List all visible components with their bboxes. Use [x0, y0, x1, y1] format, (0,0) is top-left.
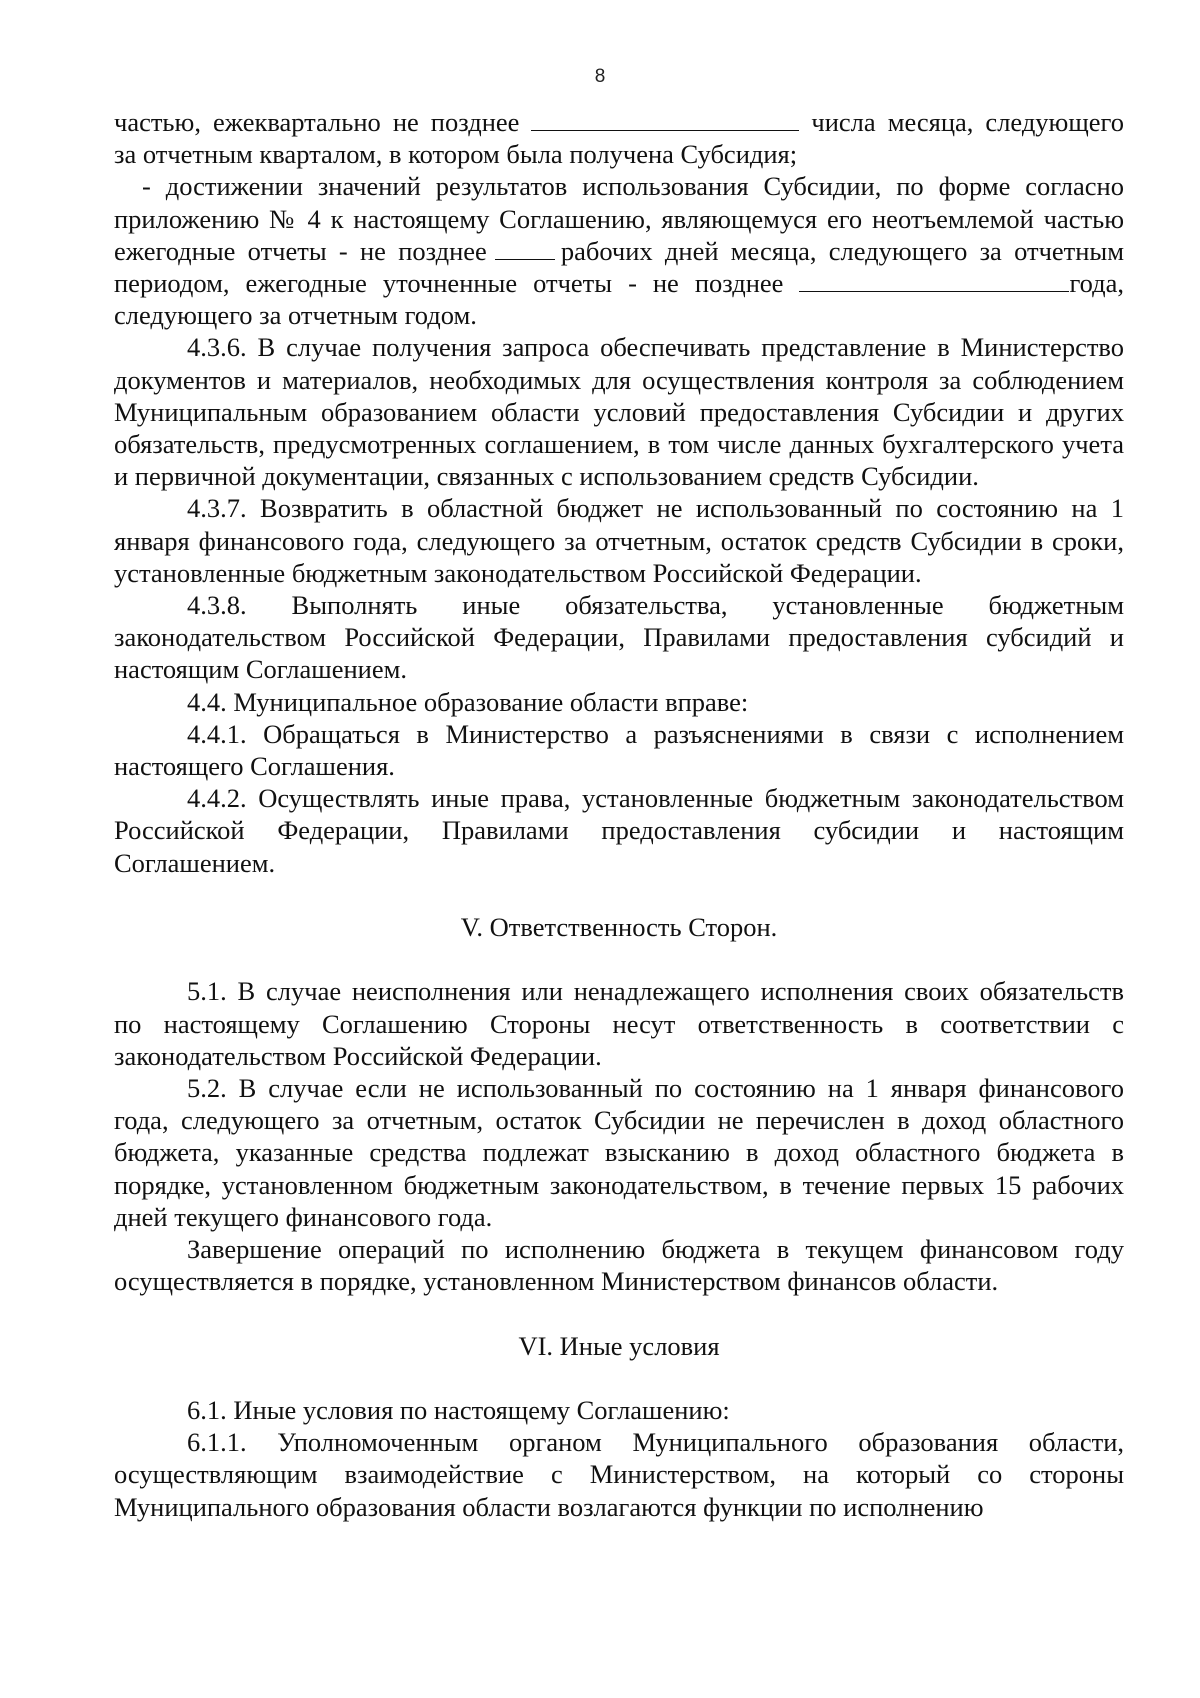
- paragraph-text: - достижении значений результатов использования Субсидии, по форме согласно приложению № 4 к настоящему Соглашению, являющемуся его неотъемлемой частью ежегодные отчеты - не позднее: [114, 171, 1124, 266]
- paragraph-5-2: 5.2. В случае если не использованный по состоянию на 1 января финансового года, следующего за отчетным, остаток Субсидии не перечислен в доход областного бюджета, указанные средства подлежат взысканию в доход областного бюджета в порядке, установленном бюджетным законодательством, в течение первых 15 рабочих дней текущего финансового года.: [114, 1073, 1124, 1232]
- paragraph-results-report: [114, 170, 1124, 331]
- blank-field: [799, 290, 1069, 292]
- paragraph-text: числа месяца, следующего за отчетным кварталом, в котором была получена Субсидия;: [114, 107, 1124, 170]
- paragraph-quarterly-report: [114, 106, 1124, 170]
- paragraph-6-1: 6.1. Иные условия по настоящему Соглашению:: [187, 1395, 730, 1426]
- paragraph-4-3-7: 4.3.7. Возвратить в областной бюджет не использованный по состоянию на 1 января финансового года, следующего за отчетным, остаток средств Субсидии в сроки, установленные бюджетным законодательством Российской Федерации.: [114, 493, 1124, 588]
- paragraph-text: частью, ежеквартально не позднее: [114, 107, 520, 137]
- paragraph-4-3-6: 4.3.6. В случае получения запроса обеспечивать представление в Министерство документов и материалов, необходимых для осуществления контроля за соблюдением Муниципальным образованием области условий предоставления Субсидии и других обязательств, предусмотренных соглашением, в том числе данных бухгалтерского учета и первичной документации, связанных с использованием средств Субсидии.: [114, 332, 1124, 492]
- paragraph-4-4-1: 4.4.1. Обращаться в Министерство а разъяснениями в связи с исполнением настоящего Соглашения.: [114, 718, 1124, 782]
- page-number: 8: [594, 66, 606, 87]
- blank-field: [495, 258, 555, 260]
- paragraph-4-4-2: 4.4.2. Осуществлять иные права, установленные бюджетным законодательством Российской Федерации, Правилами предоставления субсидии и настоящим Соглашением.: [114, 783, 1124, 878]
- paragraph-text: года, следующего за отчетным годом.: [114, 268, 1125, 331]
- spacer: [114, 879, 1124, 911]
- paragraph-4-3-8: 4.3.8. Выполнять иные обязательства, установленные бюджетным законодательством Российской Федерации, Правилами предоставления субсидий и настоящим Соглашением.: [114, 590, 1124, 685]
- paragraph-budget-completion: Завершение операций по исполнению бюджета в текущем финансовом году осуществляется в порядке, установленном Министерством финансов области.: [114, 1234, 1124, 1297]
- spacer: [114, 1297, 1124, 1329]
- document-body: [114, 106, 1124, 1523]
- blank-field: [531, 129, 799, 131]
- paragraph-6-1-1: 6.1.1. Уполномоченным органом Муниципального образования области, осуществляющим взаимодействие с Министерством, на который со стороны Муниципального образования области возлагаются функции по исполнению: [114, 1427, 1124, 1522]
- section-heading-vi: VI. Иные условия: [518, 1330, 720, 1361]
- paragraph-4-4: 4.4. Муниципальное образование области вправе:: [187, 686, 749, 717]
- paragraph-text: рабочих дней месяца, следующего за отчетным периодом, ежегодные уточненные отчеты - не позднее: [114, 235, 1124, 299]
- paragraph-5-1: 5.1. В случае неисполнения или ненадлежащего исполнения своих обязательств по настоящему Соглашению Стороны несут ответственность в соответствии с законодательством Российской Федерации.: [114, 976, 1124, 1071]
- spacer: [114, 943, 1124, 975]
- section-heading-v: V. Ответственность Сторон.: [460, 912, 778, 943]
- spacer: [114, 1362, 1124, 1394]
